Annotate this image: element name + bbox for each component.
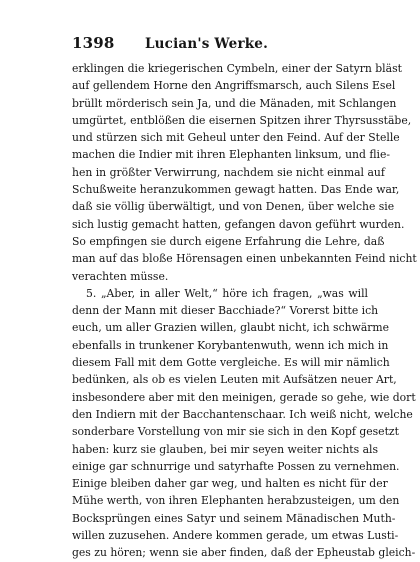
text-line: bedünken, als ob es vielen Leuten mit Aufsätzen neuer Art, xyxy=(72,373,397,387)
text-line: ges zu hören; wenn sie aber finden, daß der Epheustab gleich- xyxy=(72,546,416,560)
text-line: man auf das bloße Hörensagen einen unbekannten Feind nicht xyxy=(72,252,417,266)
text-line: brüllt mörderisch sein Ja, und die Mänaden, mit Schlangen xyxy=(72,96,397,110)
text-line: ebenfalls in trunkener Korybantenwuth, wenn ich mich in xyxy=(72,338,389,352)
text-line: sonderbare Vorstellung von mir sie sich in den Kopf gesetzt xyxy=(72,425,399,439)
text-line: So empfingen sie durch eigene Erfahrung die Lehre, daß xyxy=(72,234,385,248)
text-line: hen in größter Verwirrung, nachdem sie nicht einmal auf xyxy=(72,165,385,179)
text-line: Bocksprüngen eines Satyr und seinem Mänadischen Muth- xyxy=(72,511,396,525)
text-line: denn der Mann mit dieser Bacchiade?“ Vorerst bitte ich xyxy=(72,304,379,318)
text-line: erklingen die kriegerischen Cymbeln, einer der Satyrn bläst xyxy=(72,62,402,75)
page-number: 1398 xyxy=(72,34,115,52)
text-line: Schußweite heranzukommen gewagt hatten. Das Ende war, xyxy=(72,183,400,197)
running-title: Lucian's Werke. xyxy=(144,36,268,52)
text-line: einige gar schnurrige und satyrhafte Possen zu vernehmen. xyxy=(72,459,400,473)
text-line: machen die Indier mit ihren Elephanten linksum, und flie- xyxy=(72,148,391,162)
text-line: daß sie völlig überwältigt, und von Denen, über welche sie xyxy=(72,200,395,214)
page-header xyxy=(72,34,368,56)
text-line: euch, um aller Grazien willen, glaubt nicht, ich schwärme xyxy=(72,321,390,335)
text-line: willen zuzusehen. Andere kommen gerade, um etwas Lusti- xyxy=(72,529,399,543)
text-line: den Indiern mit der Bacchantenschaar. Ich weiß nicht, welche xyxy=(72,407,413,421)
text-line: verachten müsse. xyxy=(72,269,169,283)
body-text xyxy=(72,60,417,562)
text-line: diesem Fall mit dem Gotte vergleiche. Es will mir nämlich xyxy=(72,356,390,370)
text-line: und stürzen sich mit Geheul unter den Feind. Auf der Stelle xyxy=(72,131,400,145)
text-line: haben: kurz sie glauben, bei mir seyen weiter nichts als xyxy=(72,442,379,456)
text-line: umgürtet, entblößen die eisernen Spitzen ihrer Thyrsusstäbe, xyxy=(72,113,412,127)
text-line: Mühe werth, von ihren Elephanten herabzusteigen, um den xyxy=(72,494,400,508)
text-line: Einige bleiben daher gar weg, und halten es nicht für der xyxy=(72,477,388,491)
text-line: auf gellendem Horne den Angriffsmarsch, auch Silens Esel xyxy=(72,79,396,93)
text-line: sich lustig gemacht hatten, gefangen davon geführt wurden. xyxy=(72,217,405,231)
text-line: insbesondere aber mit den meinigen, gerade so gehe, wie dort xyxy=(72,390,416,404)
text-line: 5. „Aber, in aller Welt,“ höre ich fragen, „was will xyxy=(86,286,368,300)
